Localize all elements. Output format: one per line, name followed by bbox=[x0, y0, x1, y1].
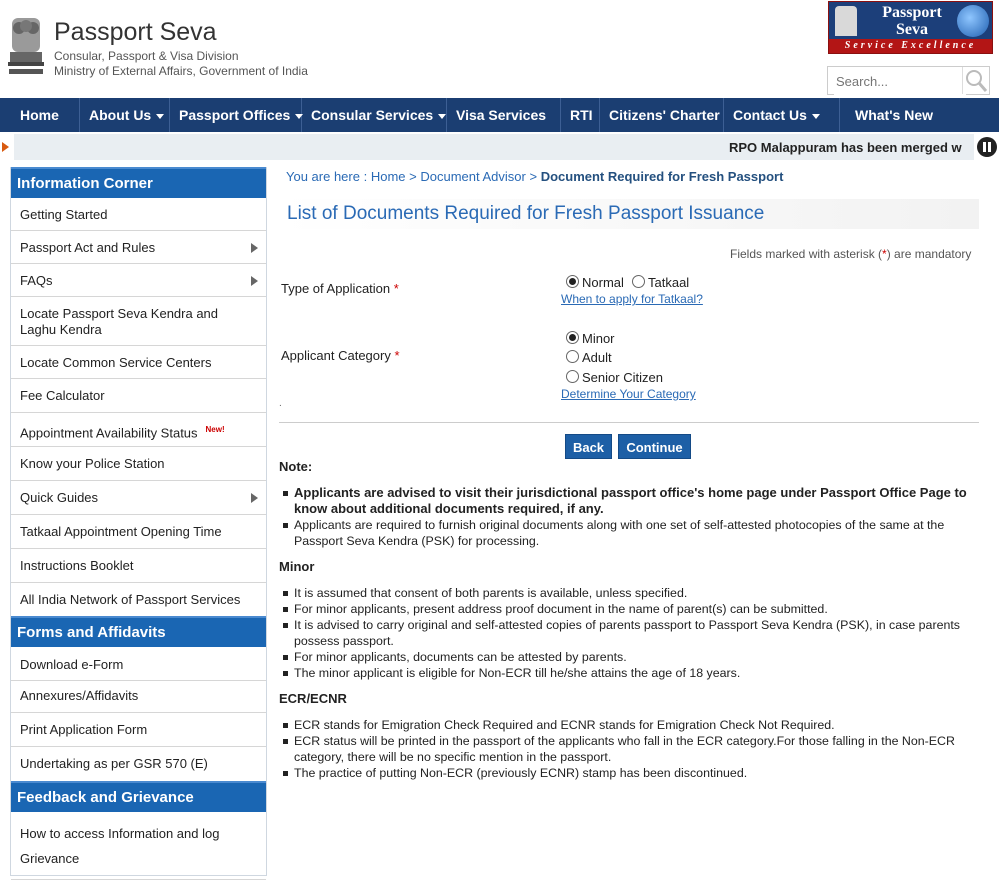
minor-note-item: The minor applicant is eligible for Non-ECR till he/she attains the age of 18 years. bbox=[283, 665, 980, 681]
note-item: Applicants are required to furnish original documents along with one set of self-attested photocopies of the same at the Passport Seva Kendra (PSK) for processing. bbox=[283, 517, 980, 549]
chevron-right-icon bbox=[251, 493, 258, 503]
ticker-text[interactable]: RPO Malappuram has been merged w bbox=[729, 140, 962, 155]
sidebar-item-quick-guides[interactable]: Quick Guides bbox=[11, 481, 266, 515]
sidebar-item-faqs[interactable]: FAQs bbox=[11, 264, 266, 297]
logo-line-2: Seva bbox=[896, 21, 928, 38]
new-badge: New! bbox=[205, 425, 225, 434]
site-title[interactable]: Passport Seva bbox=[54, 18, 217, 46]
minor-note-item: It is assumed that consent of both parents is available, unless specified. bbox=[283, 585, 980, 601]
site-subtitle-division: Consular, Passport & Visa Division bbox=[54, 49, 239, 63]
breadcrumb: You are here : Home > Document Advisor > Document Required for Fresh Passport bbox=[286, 169, 784, 184]
note-item: Applicants are advised to visit their jurisdictional passport office's home page under Passport Office Page to know about additional documents required, if any. bbox=[283, 485, 980, 517]
sidebar-header-feedback-grievance: Feedback and Grievance bbox=[11, 781, 266, 812]
national-emblem-icon bbox=[6, 14, 46, 80]
nav-contact-us[interactable]: Contact Us bbox=[724, 98, 840, 132]
category-senior-citizen-radio[interactable] bbox=[566, 370, 579, 383]
applicant-category-label: Applicant Category * bbox=[281, 348, 400, 363]
search-icon[interactable] bbox=[962, 67, 989, 94]
when-to-apply-tatkaal-link[interactable]: When to apply for Tatkaal? bbox=[561, 292, 703, 306]
search-input[interactable] bbox=[834, 68, 966, 95]
minor-note-item: It is advised to carry original and self-attested copies of parents passport to Passport Seva Kendra (PSK), in case parents possess passport. bbox=[283, 617, 980, 649]
emblem-icon bbox=[835, 6, 857, 36]
sidebar-header-forms-affidavits: Forms and Affidavits bbox=[11, 616, 266, 647]
sidebar-item-instructions-booklet[interactable]: Instructions Booklet bbox=[11, 549, 266, 583]
category-minor-radio[interactable] bbox=[566, 331, 579, 344]
minor-note-item: For minor applicants, documents can be attested by parents. bbox=[283, 649, 980, 665]
category-adult-radio[interactable] bbox=[566, 350, 579, 363]
globe-icon bbox=[957, 5, 989, 37]
type-tatkaal-label[interactable]: Tatkaal bbox=[648, 275, 690, 290]
breadcrumb-current: Document Required for Fresh Passport bbox=[540, 169, 784, 184]
sidebar-item-appointment-availability[interactable]: Appointment Availability Status $^{New!}$ bbox=[11, 413, 266, 447]
nav-consular-services[interactable]: Consular Services bbox=[302, 98, 447, 132]
passport-seva-logo[interactable] bbox=[828, 1, 993, 54]
sidebar-item-police-station[interactable]: Know your Police Station bbox=[11, 447, 266, 481]
type-normal-radio[interactable] bbox=[566, 275, 579, 288]
page-title: List of Documents Required for Fresh Passport Issuance bbox=[287, 203, 765, 224]
sidebar-item-tatkaal-appointment[interactable]: Tatkaal Appointment Opening Time bbox=[11, 515, 266, 549]
nav-passport-offices[interactable]: Passport Offices bbox=[170, 98, 302, 132]
nav-about-us[interactable]: About Us bbox=[80, 98, 170, 132]
sidebar-item-common-service-centers[interactable]: Locate Common Service Centers bbox=[11, 346, 266, 379]
chevron-down-icon bbox=[438, 114, 446, 119]
sidebar-item-locate-psk[interactable]: Locate Passport Seva Kendra and Laghu Kendra bbox=[11, 297, 266, 346]
sidebar-item-fee-calculator[interactable]: Fee Calculator bbox=[11, 379, 266, 413]
chevron-right-icon bbox=[251, 276, 258, 286]
nav-visa-services[interactable]: Visa Services bbox=[447, 98, 561, 132]
mandatory-note: Fields marked with asterisk (*) are mandatory bbox=[730, 247, 972, 261]
sidebar-item-getting-started[interactable]: Getting Started bbox=[11, 198, 266, 231]
ecr-note-item: The practice of putting Non-ECR (previously ECNR) stamp has been discontinued. bbox=[283, 765, 980, 781]
determine-category-link[interactable]: Determine Your Category bbox=[561, 387, 696, 401]
logo-tagline: Service Excellence bbox=[829, 39, 992, 53]
chevron-right-icon bbox=[251, 243, 258, 253]
page-title-bar bbox=[279, 199, 979, 229]
type-of-application-label: Type of Application * bbox=[281, 281, 399, 296]
breadcrumb-document-advisor[interactable]: Document Advisor bbox=[420, 169, 526, 184]
divider bbox=[279, 422, 979, 423]
sidebar-item-passport-act[interactable]: Passport Act and Rules bbox=[11, 231, 266, 264]
back-button[interactable]: Back bbox=[565, 434, 612, 459]
news-ticker bbox=[0, 134, 999, 160]
logo-line-1: Passport bbox=[882, 4, 942, 21]
nav-rti[interactable]: RTI bbox=[561, 98, 600, 132]
sidebar-item-download-eform[interactable]: Download e-Form bbox=[11, 647, 266, 681]
sidebar-header-information-corner: Information Corner bbox=[11, 167, 266, 198]
sidebar-item-log-grievance[interactable]: How to access Information and log Grievance bbox=[11, 812, 266, 880]
chevron-down-icon bbox=[156, 114, 164, 119]
site-header bbox=[0, 0, 999, 97]
nav-home[interactable]: Home bbox=[0, 98, 80, 132]
sidebar bbox=[10, 167, 267, 876]
sidebar-item-all-india-network[interactable]: All India Network of Passport Services bbox=[20, 592, 241, 607]
breadcrumb-home[interactable]: Home bbox=[370, 169, 406, 184]
form-dot: . bbox=[279, 398, 282, 409]
chevron-down-icon bbox=[812, 114, 820, 119]
play-icon[interactable] bbox=[2, 142, 9, 152]
category-minor-label[interactable]: Minor bbox=[582, 331, 615, 346]
category-senior-citizen-label[interactable]: Senior Citizen bbox=[582, 370, 663, 385]
type-normal-label[interactable]: Normal bbox=[582, 275, 624, 290]
nav-whats-new[interactable]: What's New bbox=[855, 107, 934, 123]
ecr-note-item: ECR stands for Emigration Check Required and ECNR stands for Emigration Check Not Required. bbox=[283, 717, 980, 733]
breadcrumb-prefix: You are here : bbox=[286, 169, 368, 184]
continue-button[interactable]: Continue bbox=[618, 434, 691, 459]
sidebar-item-undertaking-gsr[interactable]: Undertaking as per GSR 570 (E) bbox=[20, 756, 208, 771]
sidebar-item-annexures[interactable]: Annexures/Affidavits bbox=[11, 681, 266, 713]
minor-heading: Minor bbox=[279, 559, 315, 574]
nav-citizens-charter[interactable]: Citizens' Charter bbox=[600, 98, 724, 132]
type-tatkaal-radio[interactable] bbox=[632, 275, 645, 288]
ecr-note-item: ECR status will be printed in the passport of the applicants who fall in the ECR category.For those falling in the Non-ECR category, there will be no specific mention in the passport. bbox=[283, 733, 980, 765]
site-subtitle-ministry: Ministry of External Affairs, Government of India bbox=[54, 64, 308, 78]
main-nav bbox=[0, 98, 999, 132]
category-adult-label[interactable]: Adult bbox=[582, 350, 612, 365]
search-box bbox=[827, 66, 990, 95]
ecr-heading: ECR/ECNR bbox=[279, 691, 347, 706]
minor-note-item: For minor applicants, present address proof document in the name of parent(s) can be submitted. bbox=[283, 601, 980, 617]
pause-icon[interactable] bbox=[977, 137, 997, 157]
note-heading: Note: bbox=[279, 459, 313, 474]
sidebar-item-print-application[interactable]: Print Application Form bbox=[11, 713, 266, 747]
